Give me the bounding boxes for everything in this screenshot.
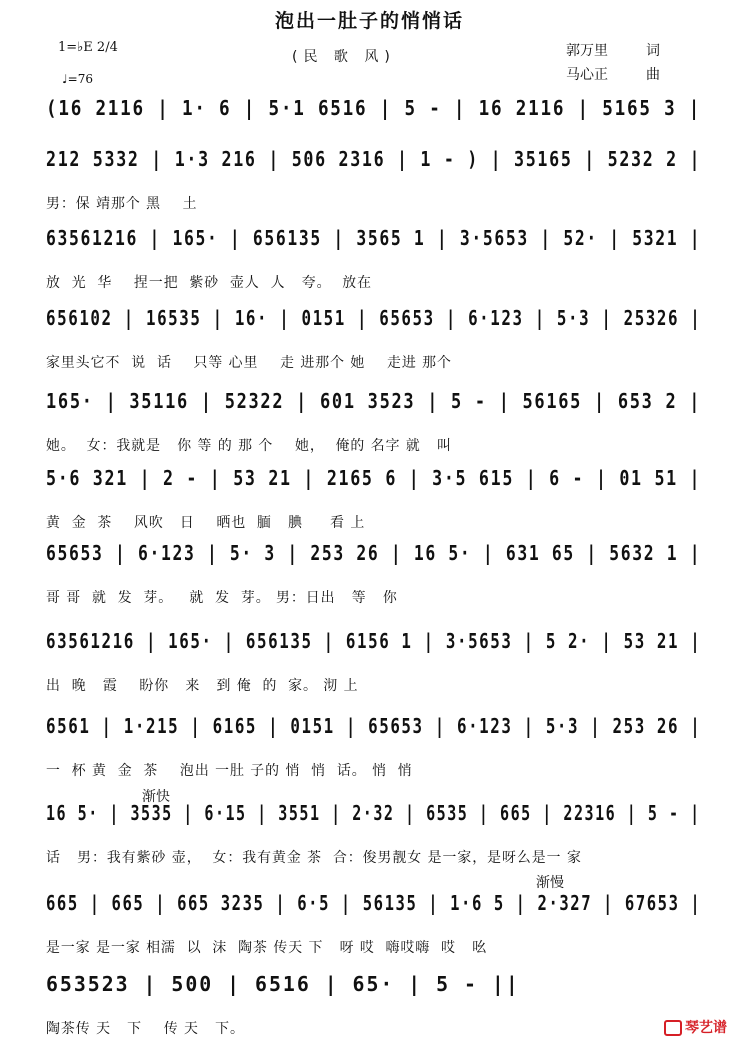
marking-slower: 渐慢 [536,875,564,891]
notation-line [46,968,706,1009]
lyricist-name: 郭万里 [566,43,608,59]
notation-line [46,625,706,666]
notation-text: 665 | 665 | 665 3235 | 6·5 | 56135 | 1·6 5 | 2·327 | 67653 | [46,891,702,915]
notation-text: 65653 | 6·123 | 5· 3 | 253 26 | 16 5· | 631 65 | 5632 1 | [46,541,702,565]
lyric-line: 话 男：我有紫砂 壶， 女：我有黄金 茶 合：俊男靓女 是一家，是呀么是一 家 [46,850,582,866]
lyricist-role: 词 [646,43,660,59]
notation-text: 212 5332 | 1·3 216 | 506 2316 | 1 - ) | 35165 | 5232 2 | [46,147,702,171]
notation-line [46,302,706,343]
tempo-marking: ♩=76 [62,72,93,86]
notation-line [46,537,706,578]
notation-line [46,92,706,133]
lyric-line: 一 杯 黄 金 茶 泡出 一肚 子的 悄 悄 话。 悄 悄 [46,763,413,779]
notation-text: 16 5· | 3535 | 6·15 | 3551 | 2·32 | 6535 | 665 | 22316 | 5 - | [46,801,701,825]
notation-line [46,462,706,503]
notation-text: 653523 | 500 | 6516 | 65· | 5 - || [46,972,520,996]
lyric-line: 陶茶传 天 下 传 天 下。 [46,1021,245,1037]
notation-text: (16 2116 | 1· 6 | 5·1 6516 | 5 - | 16 2116 | 5165 3 | [46,96,702,120]
style-label: (民 歌 风) [292,49,396,65]
notation-line [46,222,706,263]
lyric-line: 放 光 华 捏一把 紫砂 壶人 人 夸。 放在 [46,275,373,291]
notation-line [46,143,706,184]
notation-text: 63561216 | 165· | 656135 | 6156 1 | 3·5653 | 5 2· | 53 21 | [46,629,702,653]
notation-text: 6561 | 1·215 | 6165 | 0151 | 65653 | 6·123 | 5·3 | 253 26 | [46,714,702,738]
composer-name: 马心正 [566,67,608,83]
notation-line [46,887,706,928]
lyric-line: 哥 哥 就 发 芽。 就 发 芽。 男：日出 等 你 [46,590,398,606]
notation-text: 656102 | 16535 | 16· | 0151 | 65653 | 6·123 | 5·3 | 25326 | [46,306,702,330]
notation-text: 5·6 321 | 2 - | 53 21 | 2165 6 | 3·5 615 | 6 - | 01 51 | [46,466,702,490]
lyric-line: 她。 女：我就是 你 等 的 那 个 她， 俺的 名字 就 叫 [46,438,452,454]
watermark-logo [664,1017,727,1037]
notation-text: 63561216 | 165· | 656135 | 3565 1 | 3·5653 | 52· | 5321 | [46,226,702,250]
lyricist-credit [566,40,660,60]
notation-text: 165· | 35116 | 52322 | 601 3523 | 5 - | 56165 | 653 2 | [46,389,702,413]
lyric-line: 出 晚 霞 盼你 来 到 俺 的 家。 沏 上 [46,678,359,694]
score-title: 泡出一肚子的悄悄话 [274,10,464,32]
lyric-line: 男：保 靖那个 黑 土 [46,196,198,212]
composer-role: 曲 [646,67,660,83]
logo-text: 琴艺谱 [685,1020,727,1036]
notation-line [46,385,706,426]
lyric-line: 是一家 是一家 相濡 以 沫 陶茶 传天 下 呀 哎 嗨哎嗨 哎 吆 [46,940,488,956]
notation-line [46,710,706,751]
key-signature: 1=♭E 2/4 [58,40,118,55]
marking-faster: 渐快 [142,789,170,805]
composer-credit [566,64,660,84]
logo-icon [664,1020,682,1036]
lyric-line: 家里头它不 说 话 只等 心里 走 进那个 她 走进 那个 [46,355,452,371]
lyric-line: 黄 金 茶 风吹 日 晒也 腼 腆 看 上 [46,515,366,531]
